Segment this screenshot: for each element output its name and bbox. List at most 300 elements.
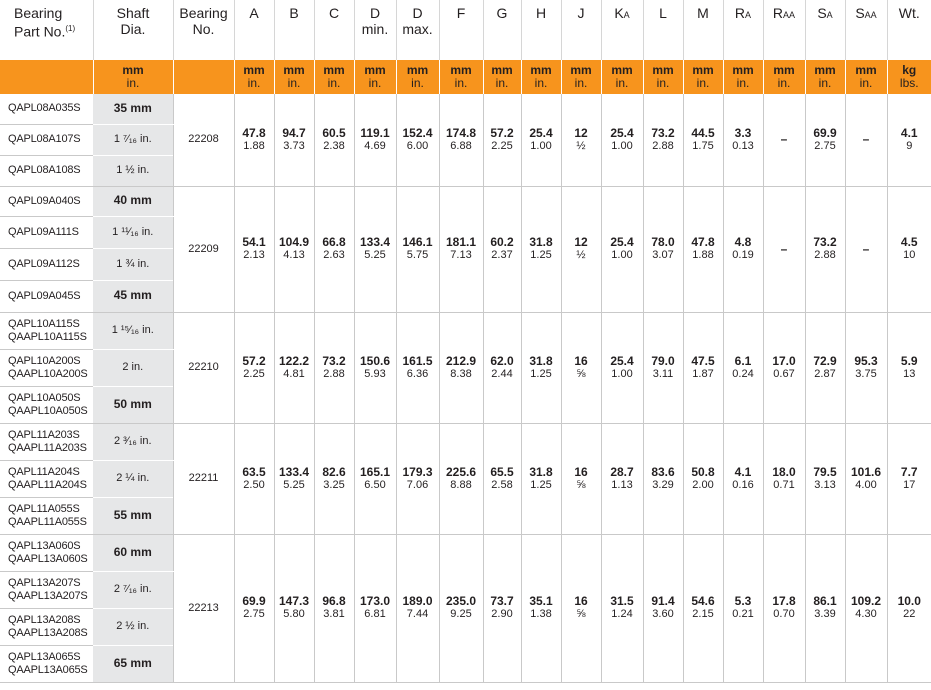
part-number: QAAPL13A060S [8,552,88,565]
dimension-cell-dmax [396,534,439,682]
unit-metric: mm [243,63,265,77]
unit-metric: mm [611,63,633,77]
dimension-metric: 96.8 [322,594,346,608]
column-header-text: J [577,5,585,21]
dimension-imperial: 4.00 [855,478,877,491]
dimension-imperial: ½ [576,249,586,261]
dimension-cell-dmax [396,423,439,534]
dimension-imperial: 3.11 [652,367,674,380]
unit-metric: mm [323,63,345,77]
dimension-cell-wt [887,312,931,423]
dimension-metric: 109.2 [850,594,882,608]
part-number: QAPL09A045S [8,289,81,302]
dimension-metric: 101.6 [850,464,882,479]
dimension-imperial: 5.93 [364,367,386,380]
part-number-cell [0,497,93,534]
dimension-cell-raa [763,534,805,682]
part-number: QAPL09A111S [8,225,79,238]
column-header-text: No. [192,21,215,37]
dimension-imperial: 3.75 [855,367,877,380]
dimension-imperial: 1.88 [243,139,265,152]
shaft-diameter-cell: 1 ½ in. [93,155,173,186]
dimension-imperial: 1.00 [611,367,633,380]
part-number-cell [0,155,93,186]
unit-cell-c [314,60,354,94]
dimension-metric: 174.8 [445,125,477,140]
dimension-imperial: 0.13 [732,139,754,152]
unit-cell-ka [601,60,643,94]
footnote-marker: (1) [65,24,76,33]
part-number: QAPL09A112S [8,257,80,270]
column-header-j [561,0,601,60]
dimension-imperial: 0.19 [732,249,754,261]
unit-cell-m [683,60,723,94]
part-number: QAAPL13A207S [8,589,88,602]
dimension-metric: 181.1 [445,235,477,249]
dimension-metric: 82.6 [322,464,346,479]
dimension-imperial: 8.88 [450,478,472,491]
dimension-imperial: 2.15 [692,608,714,620]
dimension-cell-j [561,423,601,534]
dimension-cell-m [683,186,723,312]
dimension-imperial: 2.58 [491,478,513,491]
unit-row [0,60,931,94]
dimension-cell-saa [845,94,887,186]
unit-imperial: in. [495,76,509,90]
dimension-cell-sa [805,423,845,534]
shaft-diameter-cell: 2 in. [93,349,173,386]
dimension-cell-ka [601,423,643,534]
unit-metric: mm [652,63,674,77]
shaft-diameter-cell: 1 ¾ in. [93,248,173,280]
column-header-text: L [659,5,667,21]
unit-cell-f [439,60,483,94]
dimension-cell-f [439,312,483,423]
dimension-metric: 25.4 [610,353,634,368]
part-number: QAAPL10A200S [8,367,88,380]
dimension-cell-ra [723,534,763,682]
column-header-subscript: A [826,10,833,20]
dimension-imperial: 3.39 [814,608,836,620]
dimension-metric: 147.3 [278,594,310,608]
table-row [0,534,931,571]
unit-metric: mm [364,63,386,77]
shaft-diameter-cell: 2 ½ in. [93,608,173,645]
dimension-cell-saa [845,423,887,534]
part-number: QAAPL10A050S [8,404,88,417]
table-row [0,312,931,349]
column-header-text: M [697,5,709,21]
part-number: QAAPL13A208S [8,626,88,639]
dimension-metric: 73.2 [322,353,346,368]
shaft-diameter-cell: 1 ⁷⁄₁₆ in. [93,124,173,155]
unit-metric: mm [491,63,513,77]
table-row [0,94,931,124]
dimension-cell-f [439,186,483,312]
column-header-wt [887,0,931,60]
dimension-metric: 179.3 [402,464,433,479]
column-header-sa [805,0,845,60]
dimension-metric: 189.0 [402,594,433,608]
part-number: QAPL09A040S [8,194,81,207]
dimension-cell-saa [845,312,887,423]
part-number: QAAPL10A115S [8,330,87,343]
part-number-cell [0,216,93,248]
dimension-cell-dmin [354,186,396,312]
dimension-metric: 133.4 [278,464,310,479]
dimension-cell-raa [763,312,805,423]
dimension-imperial: 2.87 [814,367,836,380]
shaft-diameter: 35 mm [113,100,152,115]
dimension-metric: – [862,132,870,147]
dimension-metric: 16 [574,353,588,368]
part-number: QAPL13A060S [8,539,81,552]
unit-cell-raa [763,60,805,94]
dimension-imperial: 8.38 [450,367,472,380]
dimension-cell-c [314,423,354,534]
dimension-cell-a [234,534,274,682]
column-header-g [483,0,521,60]
dimension-metric: 73.2 [813,235,837,249]
unit-imperial: in. [656,76,670,90]
dimension-metric: 133.4 [359,235,391,249]
unit-metric: mm [283,63,305,77]
dimension-cell-wt [887,534,931,682]
dimension-imperial: 7.13 [450,249,472,261]
part-number-cell [0,248,93,280]
dimension-cell-ka [601,94,643,186]
dimension-cell-g [483,94,521,186]
dimension-imperial: ½ [576,139,586,152]
dimension-cell-l [643,94,683,186]
column-header-shaft [93,0,173,60]
dimension-cell-c [314,534,354,682]
dimension-cell-dmax [396,94,439,186]
dimension-cell-b [274,423,314,534]
part-number-cell [0,460,93,497]
dimension-cell-l [643,423,683,534]
unit-imperial: in. [736,76,750,90]
dimension-imperial: 3.73 [283,139,305,152]
dimension-metric: – [780,241,788,256]
part-number-cell [0,571,93,608]
bearing-number-cell: 22210 [173,312,234,423]
dimension-imperial: 1.24 [611,608,633,620]
shaft-diameter: 40 mm [113,193,152,207]
unit-cell-dmax [396,60,439,94]
dimension-metric: 212.9 [445,353,477,368]
dimension-cell-b [274,186,314,312]
dimension-cell-wt [887,94,931,186]
dimension-imperial: 13 [903,367,916,380]
unit-cell-dmin [354,60,396,94]
dimension-imperial: 7.06 [406,478,429,491]
part-number-cell [0,349,93,386]
part-number: QAAPL11A055S [8,515,87,528]
unit-cell-sa [805,60,845,94]
column-header-f [439,0,483,60]
unit-metric: mm [732,63,754,77]
part-number-cell [0,423,93,460]
dimension-cell-a [234,186,274,312]
shaft-diameter-cell [93,497,173,534]
dimension-imperial: 5.75 [406,249,429,261]
dimension-imperial: 0.24 [732,367,754,380]
dimension-imperial: 7.44 [406,608,429,620]
shaft-diameter-cell [93,645,173,682]
dimension-metric: 25.4 [610,125,634,140]
unit-cell-g [483,60,521,94]
dimension-cell-l [643,312,683,423]
dimension-metric: 152.4 [402,125,433,140]
column-header-c [314,0,354,60]
part-number: QAPL08A108S [8,164,81,176]
column-header-raa [763,0,805,60]
shaft-diameter-cell: 1 ¹⁵⁄₁₆ in. [93,312,173,349]
unit-imperial: in. [126,76,140,90]
dimension-imperial: 0.21 [732,608,754,620]
dimension-imperial: 2.88 [814,249,836,261]
unit-imperial: in. [777,76,791,90]
part-number: QAPL11A203S [8,428,80,441]
dimension-metric: 69.9 [813,125,837,140]
dimension-metric: 94.7 [282,125,306,140]
dimension-cell-dmin [354,423,396,534]
dimension-cell-wt [887,186,931,312]
part-number: QAPL11A055S [8,502,80,515]
dimension-metric: 4.1 [734,464,752,479]
dimension-metric: 65.5 [490,464,514,479]
column-header-part [0,0,93,60]
part-number-cell [0,280,93,312]
dimension-imperial: ⅝ [576,608,586,620]
dimension-imperial: 4.13 [283,249,305,261]
dimension-metric: 225.6 [445,464,477,479]
bearing-number-cell: 22211 [173,423,234,534]
dimension-metric: 104.9 [278,235,310,249]
dimension-imperial: 2.88 [323,367,345,380]
column-header-b [274,0,314,60]
unit-cell-shaft [93,60,173,94]
dimension-imperial: 6.36 [406,367,429,380]
shaft-diameter: 60 mm [113,544,152,559]
unit-imperial: in. [247,76,261,90]
dimension-metric: 119.1 [360,125,390,140]
dimension-imperial: 6.88 [450,139,472,152]
dimension-metric: 47.8 [242,125,266,140]
dimension-metric: 57.2 [242,353,266,368]
unit-imperial: in. [411,76,424,90]
dimension-metric: 4.5 [900,235,918,249]
column-header-text: C [328,5,340,21]
shaft-diameter-cell [93,280,173,312]
dimension-cell-wt [887,423,931,534]
dimension-metric: 4.8 [734,235,752,249]
part-number: QAAPL13A065S [8,663,88,676]
dimension-cell-j [561,534,601,682]
dimension-metric: 5.3 [734,594,752,608]
dimension-cell-l [643,186,683,312]
part-number-cell [0,608,93,645]
dimension-imperial: 2.75 [814,139,836,152]
part-number-cell [0,124,93,155]
dimension-imperial: 0.16 [732,478,754,491]
bearing-number-cell: 22208 [173,94,234,186]
dimension-imperial: 2.25 [243,367,265,380]
dimension-metric: 31.8 [529,464,553,479]
dimension-metric: 86.1 [813,594,837,608]
dimension-metric: 16 [574,464,588,479]
dimension-metric: 17.0 [772,353,796,368]
shaft-diameter-cell [93,94,173,124]
dimension-metric: 35.1 [529,594,553,608]
dimension-imperial: 2.44 [491,367,513,380]
shaft-diameter-cell: 2 ⁷⁄₁₆ in. [93,571,173,608]
dimension-cell-sa [805,186,845,312]
unit-cell-wt [887,60,931,94]
dimension-imperial: 6.00 [406,139,429,152]
dimension-cell-sa [805,94,845,186]
dimension-cell-l [643,534,683,682]
dimension-cell-saa [845,186,887,312]
column-header-subscript: AA [864,10,877,20]
dimension-imperial: 2.88 [652,139,674,152]
column-header-text: Part No. [14,23,66,40]
dimension-cell-dmax [396,312,439,423]
unit-metric: mm [122,63,144,77]
part-number: QAPL10A050S [8,391,81,404]
column-header-text: Shaft [116,5,150,21]
column-header-dmin [354,0,396,60]
dimension-imperial: 1.00 [530,139,552,152]
dimension-cell-ra [723,94,763,186]
part-number-cell [0,645,93,682]
column-header-text: G [496,5,508,21]
dimension-cell-m [683,423,723,534]
dimension-cell-h [521,312,561,423]
dimension-metric: 16 [574,594,588,608]
dimension-imperial: 22 [903,608,916,620]
dimension-cell-f [439,94,483,186]
column-header-text: Dia. [120,21,146,37]
part-number-cell [0,534,93,571]
column-header-dmax [396,0,439,60]
dimension-cell-m [683,534,723,682]
part-number-cell [0,94,93,124]
dimension-cell-h [521,94,561,186]
dimension-metric: 28.7 [610,464,634,479]
unit-metric: mm [406,63,429,77]
bearing-number-cell: 22213 [173,534,234,682]
unit-cell-b [274,60,314,94]
shaft-diameter-cell [93,386,173,423]
dimension-cell-a [234,423,274,534]
dimension-imperial: 4.69 [364,139,386,152]
dimension-cell-raa [763,186,805,312]
unit-cell-ra [723,60,763,94]
dimension-cell-a [234,312,274,423]
unit-imperial: in. [615,76,629,90]
dimension-metric: 6.1 [734,353,752,368]
dimension-cell-saa [845,534,887,682]
dimension-cell-j [561,312,601,423]
dimension-metric: 31.8 [529,235,553,249]
shaft-diameter: 55 mm [113,507,152,522]
dimension-imperial: 3.60 [652,608,674,620]
part-number: QAAPL11A204S [8,478,87,491]
shaft-diameter: 45 mm [113,288,152,302]
dimension-imperial: 17 [903,478,916,491]
dimension-metric: 25.4 [529,125,553,140]
dimension-imperial: 6.50 [364,478,386,491]
dimension-metric: 7.7 [900,464,918,479]
dimension-cell-raa [763,423,805,534]
column-header-h [521,0,561,60]
unit-cell-saa [845,60,887,94]
unit-metric: mm [855,63,877,77]
dimension-metric: 12 [574,125,588,140]
dimension-imperial: 3.29 [652,478,674,491]
dimension-metric: 73.7 [490,594,514,608]
unit-imperial: in. [859,76,873,90]
column-header-a [234,0,274,60]
dimension-imperial: 9.25 [450,608,472,620]
unit-metric: mm [570,63,592,77]
dimension-imperial: 0.71 [773,478,795,491]
dimension-metric: 25.4 [610,235,634,249]
dimension-cell-dmin [354,534,396,682]
column-header-text: A [249,5,259,21]
dimension-metric: 5.9 [900,353,918,368]
column-header-ka [601,0,643,60]
dimension-metric: 17.8 [772,594,796,608]
column-header-text: Wt. [898,5,920,21]
column-header-saa [845,0,887,60]
column-header-text: F [456,5,466,21]
unit-metric: kg [902,63,917,77]
dimension-cell-m [683,94,723,186]
column-header-subscript: A [623,10,630,20]
dimension-metric: 95.3 [854,353,878,368]
dimension-cell-b [274,312,314,423]
dimension-imperial: 3.13 [814,478,836,491]
dimension-cell-ka [601,312,643,423]
dimension-imperial: 3.25 [323,478,345,491]
dimension-imperial: 0.67 [773,367,795,380]
dimension-imperial: 3.81 [323,608,345,620]
dimension-metric: 57.2 [490,125,514,140]
column-header-text: S [855,5,865,21]
dimension-imperial: 1.38 [530,608,552,620]
dimension-imperial: 3.07 [652,249,674,261]
unit-imperial: in. [696,76,710,90]
part-number: QAPL11A204S [8,465,80,478]
dimension-cell-sa [805,534,845,682]
column-header-text: S [817,5,827,21]
part-number-cell [0,386,93,423]
dimension-cell-ra [723,186,763,312]
column-header-text: R [734,5,746,21]
column-header-bno [173,0,234,60]
header-row [0,0,931,60]
part-number-cell [0,312,93,349]
dimension-metric: 3.3 [734,125,752,140]
shaft-diameter-cell [93,534,173,571]
dimension-metric: 4.1 [900,125,918,140]
dimension-imperial: 1.00 [611,139,633,152]
unit-cell-l [643,60,683,94]
dimension-imperial: 5.25 [364,249,386,261]
